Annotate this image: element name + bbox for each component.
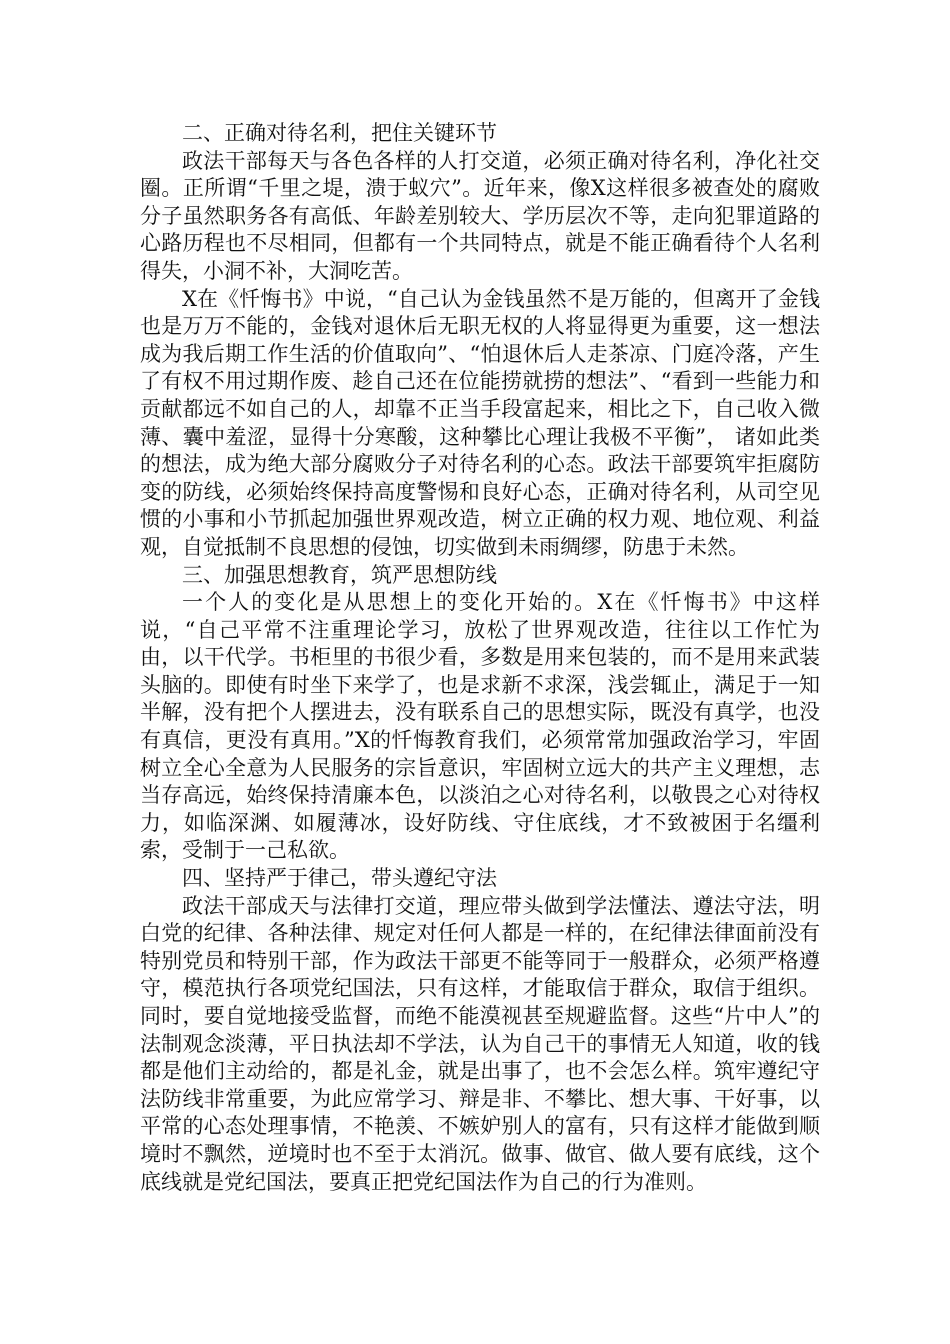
paragraph-4-1: 政法干部成天与法律打交道，理应带头做到学法懂法、遵法守法，明白党的纪律、各种法律、规定对任何人都是一样的，在纪律法律面前没有特别党员和特别干部，作为政法干部更不能等同于一般群众，必须严格遵守，模范执行各项党纪国法，只有这样，才能取信于群众，取信于组织。同时，要自觉地接受监督，而绝不能漠视甚至规避监督。这些“片中人”的法制观念淡薄，平日执法却不学法，认为自己干的事情无人知道，收的钱都是他们主动给的，都是礼金，就是出事了，也不会怎么样。筑牢遵纪守法防线非常重要，为此应常学习、辩是非、不攀比、想大事、干好事，以平常的心态处理事情，不艳羡、不嫉妒别人的富有，只有这样才能做到顺境时不飘然，逆境时也不至于太消沉。做事、做官、做人要有底线，这个底线就是党纪国法，要真正把党纪国法作为自己的行为准则。 — [140, 893, 820, 1194]
paragraph-2-2: X在《忏悔书》中说，“自己认为金钱虽然不是万能的，但离开了金钱也是万万不能的，金钱对退休后无职无权的人将显得更为重要，这一想法成为我后期工作生活的价值取向”、“怕退休后人走茶凉、门庭冷落，产生了有权不用过期作废、趁自己还在位能捞就捞的想法”、“看到一些能力和贡献都远不如自己的人，却靠不正当手段富起来，相比之下，自己收入微薄、囊中羞涩，显得十分寒酸，这种攀比心理让我极不平衡”， 诸如此类的想法，成为绝大部分腐败分子对待名利的心态。政法干部要筑牢拒腐防变的防线，必须始终保持高度警惕和良好心态，正确对待名利，从司空见惯的小事和小节抓起加强世界观改造，树立正确的权力观、地位观、利益观，自觉抵制不良思想的侵蚀，切实做到未雨绸缪，防患于未然。 — [140, 286, 820, 559]
section-heading-4: 四、坚持严于律己，带头遵纪守法 — [182, 866, 497, 891]
section-heading-3: 三、加强思想教育，筑严思想防线 — [182, 562, 497, 587]
paragraph-2-1: 政法干部每天与各色各样的人打交道，必须正确对待名利，净化社交圈。正所谓“千里之堤，溃于蚁穴”。近年来，像X这样很多被查处的腐败分子虽然职务各有高低、年龄差别较大、学历层次不等，走向犯罪道路的心路历程也不尽相同，但都有一个共同特点，就是不能正确看待个人名利得失，小洞不补，大洞吃苦。 — [140, 148, 820, 283]
section-heading-2: 二、正确对待名利，把住关键环节 — [182, 121, 497, 145]
document-page — [140, 120, 820, 1196]
paragraph-3-1: 一个人的变化是从思想上的变化开始的。X在《忏悔书》中这样说，“自己平常不注重理论学习，放松了世界观改造，往往以工作忙为由，以干代学。书柜里的书很少看，多数是用来包装的，而不是用来武装头脑的。即使有时坐下来学了，也是求新不求深，浅尝辄止，满足于一知半解，没有把个人摆进去，没有联系自己的思想实际，既没有真学，也没有真信，更没有真用。”X的忏悔教育我们，必须常常加强政治学习，牢固树立全心全意为人民服务的宗旨意识，牢固树立远大的共产主义理想，志当存高远，始终保持清廉本色，以淡泊之心对待名利，以敬畏之心对待权力，如临深渊、如履薄冰，设好防线、守住底线，才不致被困于名缰利索，受制于一己私欲。 — [140, 590, 820, 863]
